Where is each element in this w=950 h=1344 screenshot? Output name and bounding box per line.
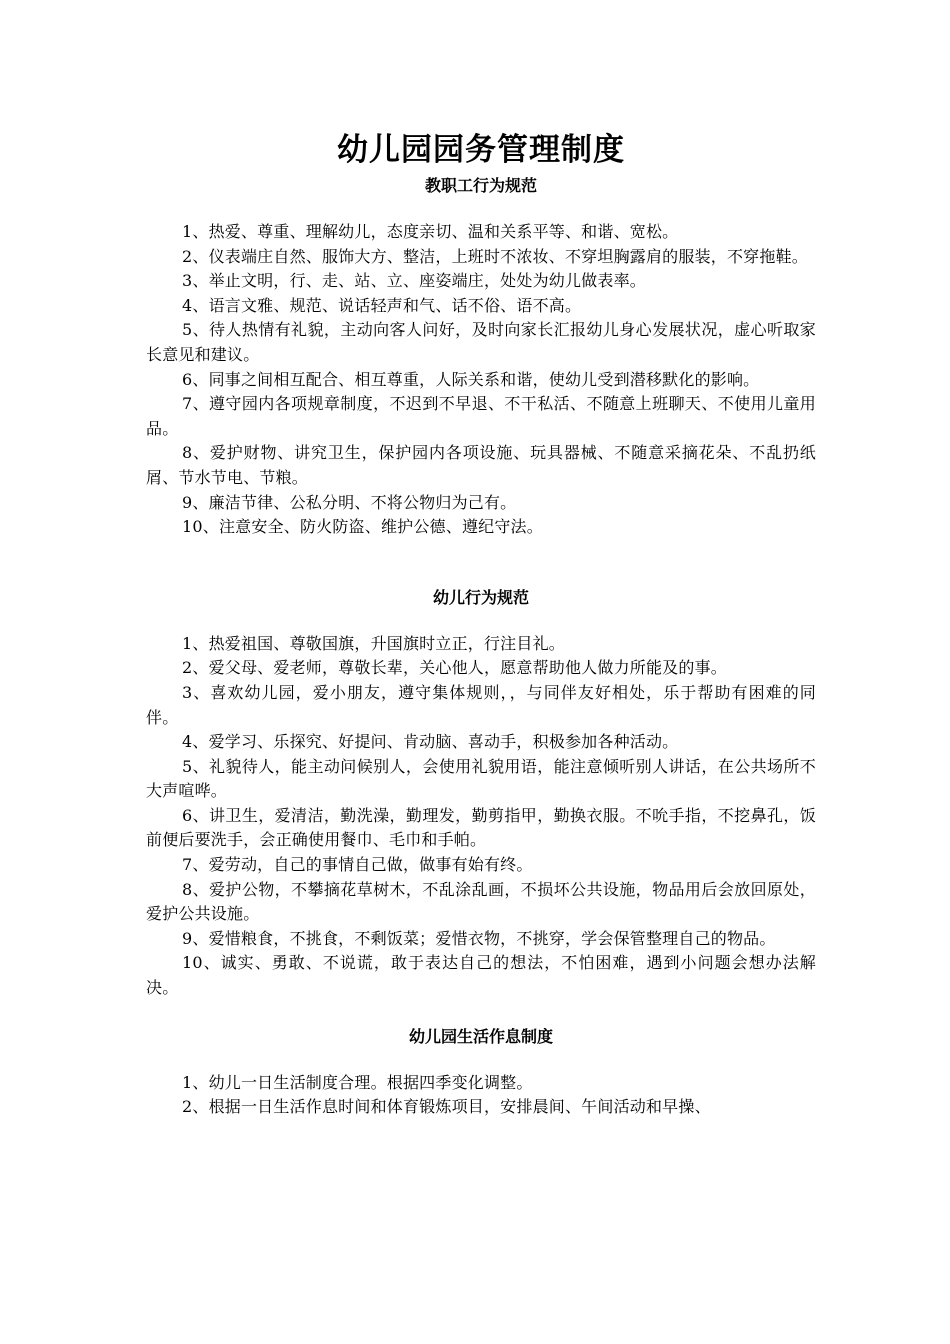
list-item: 6、讲卫生，爱清洁，勤洗澡，勤理发，勤剪指甲，勤换衣服。不吮手指，不挖鼻孔，饭前便后要洗手，会正确使用餐巾、毛巾和手帕。 (146, 805, 816, 850)
list-item: 4、爱学习、乐探究、好提问、肯动脑、喜动手，积极参加各种活动。 (182, 732, 679, 752)
list-item: 5、待人热情有礼貌，主动向客人问好，及时向家长汇报幼儿身心发展状况，虚心听取家长意见和建议。 (146, 320, 816, 364)
list-item: 9、爱惜粮食，不挑食，不剩饭菜；爱惜衣物，不挑穿，学会保管整理自己的物品。 (182, 928, 776, 948)
list-item: 7、爱劳动，自己的事情自己做，做事有始有终。 (182, 855, 533, 875)
staff-conduct-list (146, 220, 816, 540)
list-item: 3、喜欢幼儿园，爱小朋友，遵守集体规则，，与同伴友好相处，乐于帮助有困难的同伴。 (146, 682, 816, 727)
list-item: 10、诚实、勇敢、不说谎，敢于表达自己的想法，不怕困难，遇到小问题会想办法解决。 (146, 953, 816, 998)
list-item: 3、举止文明，行、走、站、立、座姿端庄，处处为幼儿做表率。 (182, 271, 646, 291)
child-conduct-list (146, 632, 816, 1001)
list-item: 7、遵守园内各项规章制度，不迟到不早退、不干私活、不随意上班聊天、不使用儿童用品。 (146, 394, 816, 438)
list-item: 1、热爱祖国、尊敬国旗，升国旗时立正，行注目礼。 (182, 633, 565, 653)
list-item: 1、幼儿一日生活制度合理。根据四季变化调整。 (182, 1072, 533, 1092)
section-heading-daily-schedule: 幼儿园生活作息制度 (408, 1026, 553, 1046)
list-item: 1、热爱、尊重、理解幼儿，态度亲切、温和关系平等、和谐、宽松。 (182, 222, 679, 241)
list-item: 5、礼貌待人，能主动问候别人，会使用礼貌用语，能注意倾听别人讲话，在公共场所不大声喧哗。 (146, 756, 816, 801)
list-item: 10、注意安全、防火防盗、维护公德、遵纪守法。 (182, 517, 543, 537)
list-item: 9、廉洁节律、公私分明、不将公物归为己有。 (182, 492, 517, 512)
list-item: 2、仪表端庄自然、服饰大方、整洁，上班时不浓妆、不穿坦胸露肩的服装，不穿拖鞋。 (182, 246, 808, 266)
document-page (146, 128, 816, 1120)
list-item: 6、同事之间相互配合、相互尊重，人际关系和谐，使幼儿受到潜移默化的影响。 (182, 369, 760, 389)
section-heading-child-conduct: 幼儿行为规范 (432, 587, 529, 607)
list-item: 8、爱护公物，不攀摘花草树木，不乱涂乱画，不损坏公共设施，物品用后会放回原处，爱护公共设施。 (146, 879, 816, 924)
list-item: 8、爱护财物、讲究卫生，保护园内各项设施、玩具器械、不随意采摘花朵、不乱扔纸屑、节水节电、节粮。 (146, 443, 816, 487)
document-title: 幼儿园园务管理制度 (337, 132, 625, 168)
list-item: 2、爱父母、爱老师，尊敬长辈，关心他人，愿意帮助他人做力所能及的事。 (182, 658, 727, 678)
section-heading-staff-conduct: 教职工行为规范 (424, 176, 537, 195)
list-item: 4、语言文雅、规范、说话轻声和气、话不俗、语不高。 (182, 295, 582, 315)
daily-schedule-list (146, 1071, 816, 1120)
list-item: 2、根据一日生活作息时间和体育锻炼项目，安排晨间、午间活动和早操、 (182, 1097, 711, 1117)
